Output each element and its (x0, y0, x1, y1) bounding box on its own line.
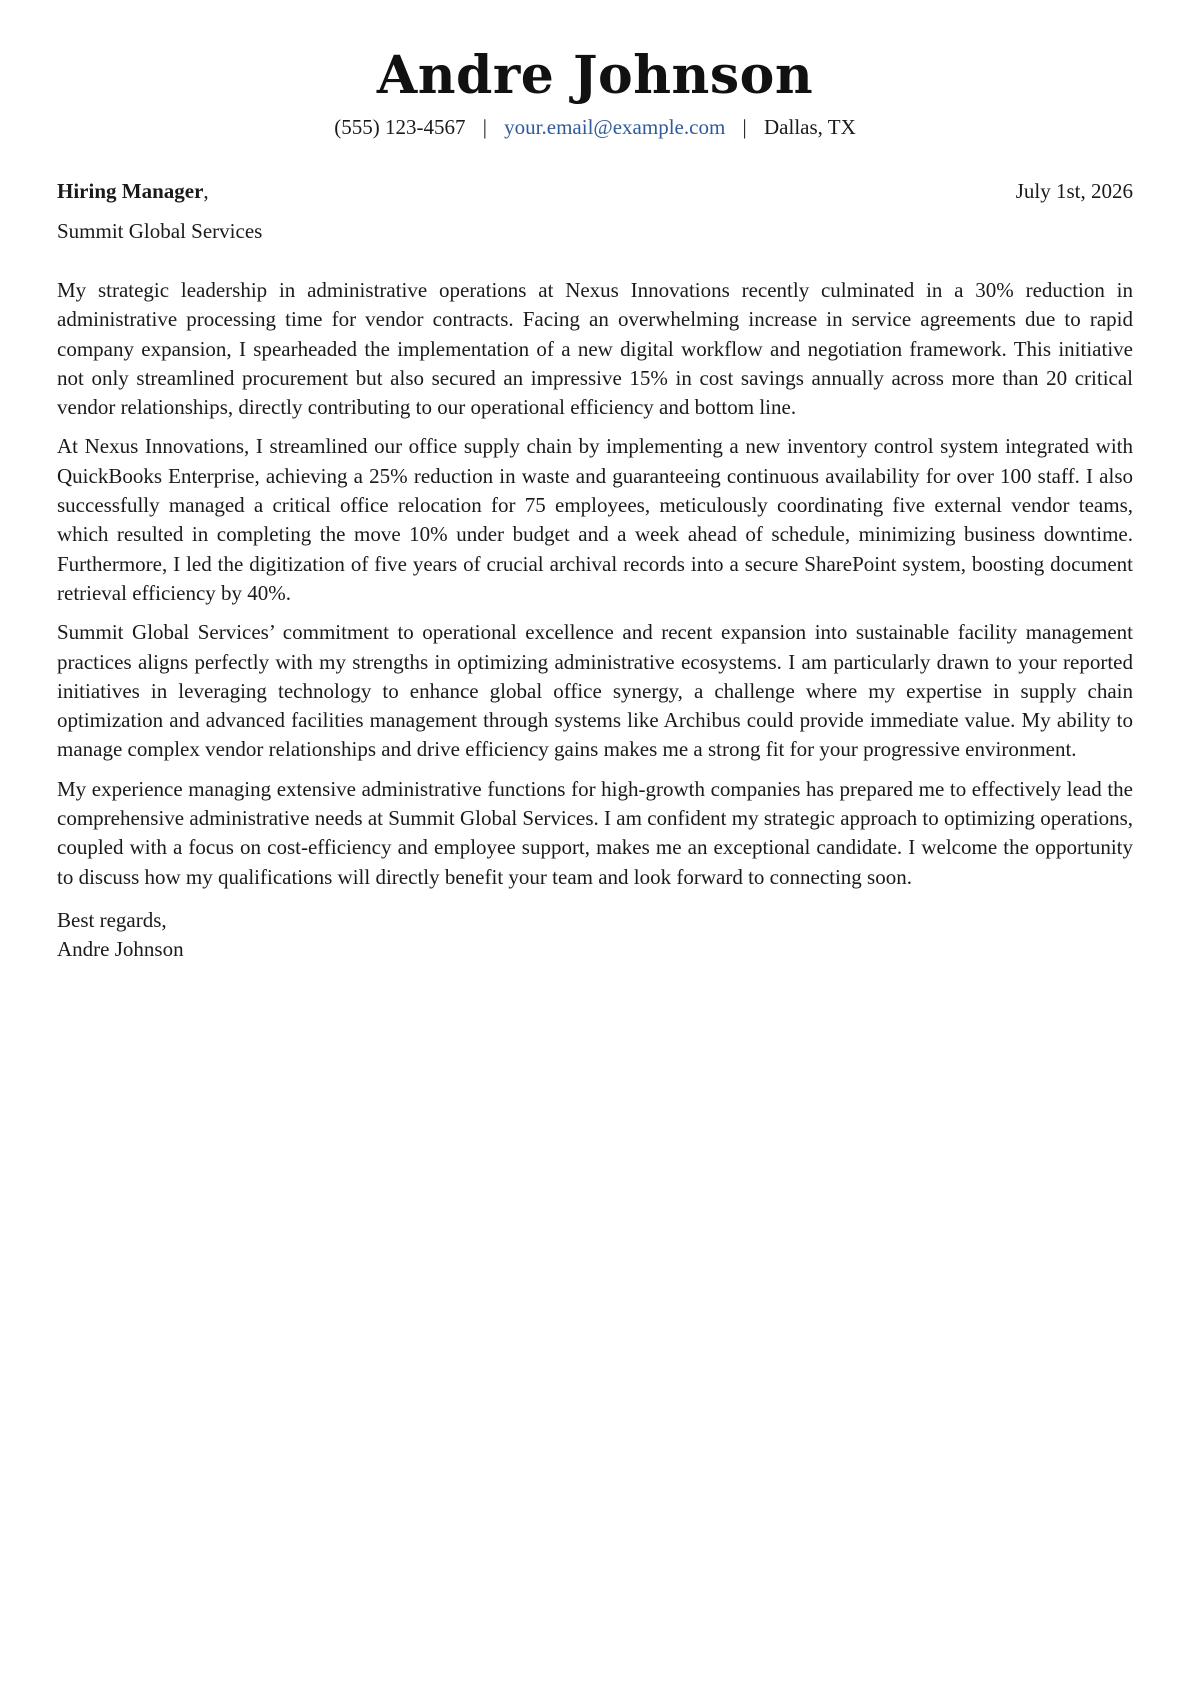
recipient-title: Hiring Manager (57, 179, 204, 203)
contact-separator: | (482, 115, 487, 139)
letter-body (57, 276, 1133, 892)
applicant-name: Andre Johnson (376, 45, 814, 106)
letter-closing (57, 906, 1133, 964)
signature-name: Andre Johnson (57, 936, 184, 961)
phone-number: (555) 123-4567 (334, 115, 466, 139)
recipient-date-row (57, 176, 1133, 206)
contact-line (57, 112, 1133, 142)
recipient-line (57, 176, 209, 206)
location: Dallas, TX (764, 115, 856, 139)
contact-separator: | (742, 115, 747, 139)
letter-header (57, 44, 1133, 142)
recipient-comma: , (203, 179, 209, 203)
closing-salutation: Best regards, (57, 907, 167, 932)
body-paragraph: My strategic leadership in administrative operations at Nexus Innovations recently culminated in a 30% reduction in administrative processing time for vendor contracts. Facing an overwhelming increase in service agreements due to rapid company expansion, I spearheaded the implementation of a new digital workflow and negotiation framework. This initiative not only streamlined procurement but also secured an impressive 15% in cost savings annually across more than 20 critical vendor relationships, directly contributing to our operational efficiency and bottom line. (57, 278, 1133, 420)
email-link[interactable]: your.email@example.com (504, 115, 726, 139)
letter-date: July 1st, 2026 (1015, 179, 1133, 203)
body-paragraph: At Nexus Innovations, I streamlined our office supply chain by implementing a new inventory control system integrated with QuickBooks Enterprise, achieving a 25% reduction in waste and guaranteeing continuous availability for over 100 staff. I also successfully managed a critical office relocation for 75 employees, meticulously coordinating five external vendor teams, which resulted in completing the move 10% under budget and a week ahead of schedule, minimizing business downtime. Furthermore, I led the digitization of five years of crucial archival records into a secure SharePoint system, boosting document retrieval efficiency by 40%. (57, 434, 1133, 605)
body-paragraph: Summit Global Services’ commitment to operational excellence and recent expansion into sustainable facility management practices aligns perfectly with my strengths in optimizing administrative ecosystems. I am particularly drawn to your reported initiatives in leveraging technology to enhance global office synergy, a challenge where my expertise in supply chain optimization and advanced facilities management through systems like Archibus could provide immediate value. My ability to manage complex vendor relationships and drive efficiency gains makes me a strong fit for your progressive environment. (57, 620, 1133, 762)
body-paragraph: My experience managing extensive administrative functions for high-growth companies has prepared me to effectively lead the comprehensive administrative needs at Summit Global Services. I am confident my strategic approach to optimizing operations, coupled with a focus on cost-efficiency and employee support, makes me an exceptional candidate. I welcome the opportunity to discuss how my qualifications will directly benefit your team and look forward to connecting soon. (57, 776, 1133, 889)
recipient-company: Summit Global Services (57, 219, 263, 243)
